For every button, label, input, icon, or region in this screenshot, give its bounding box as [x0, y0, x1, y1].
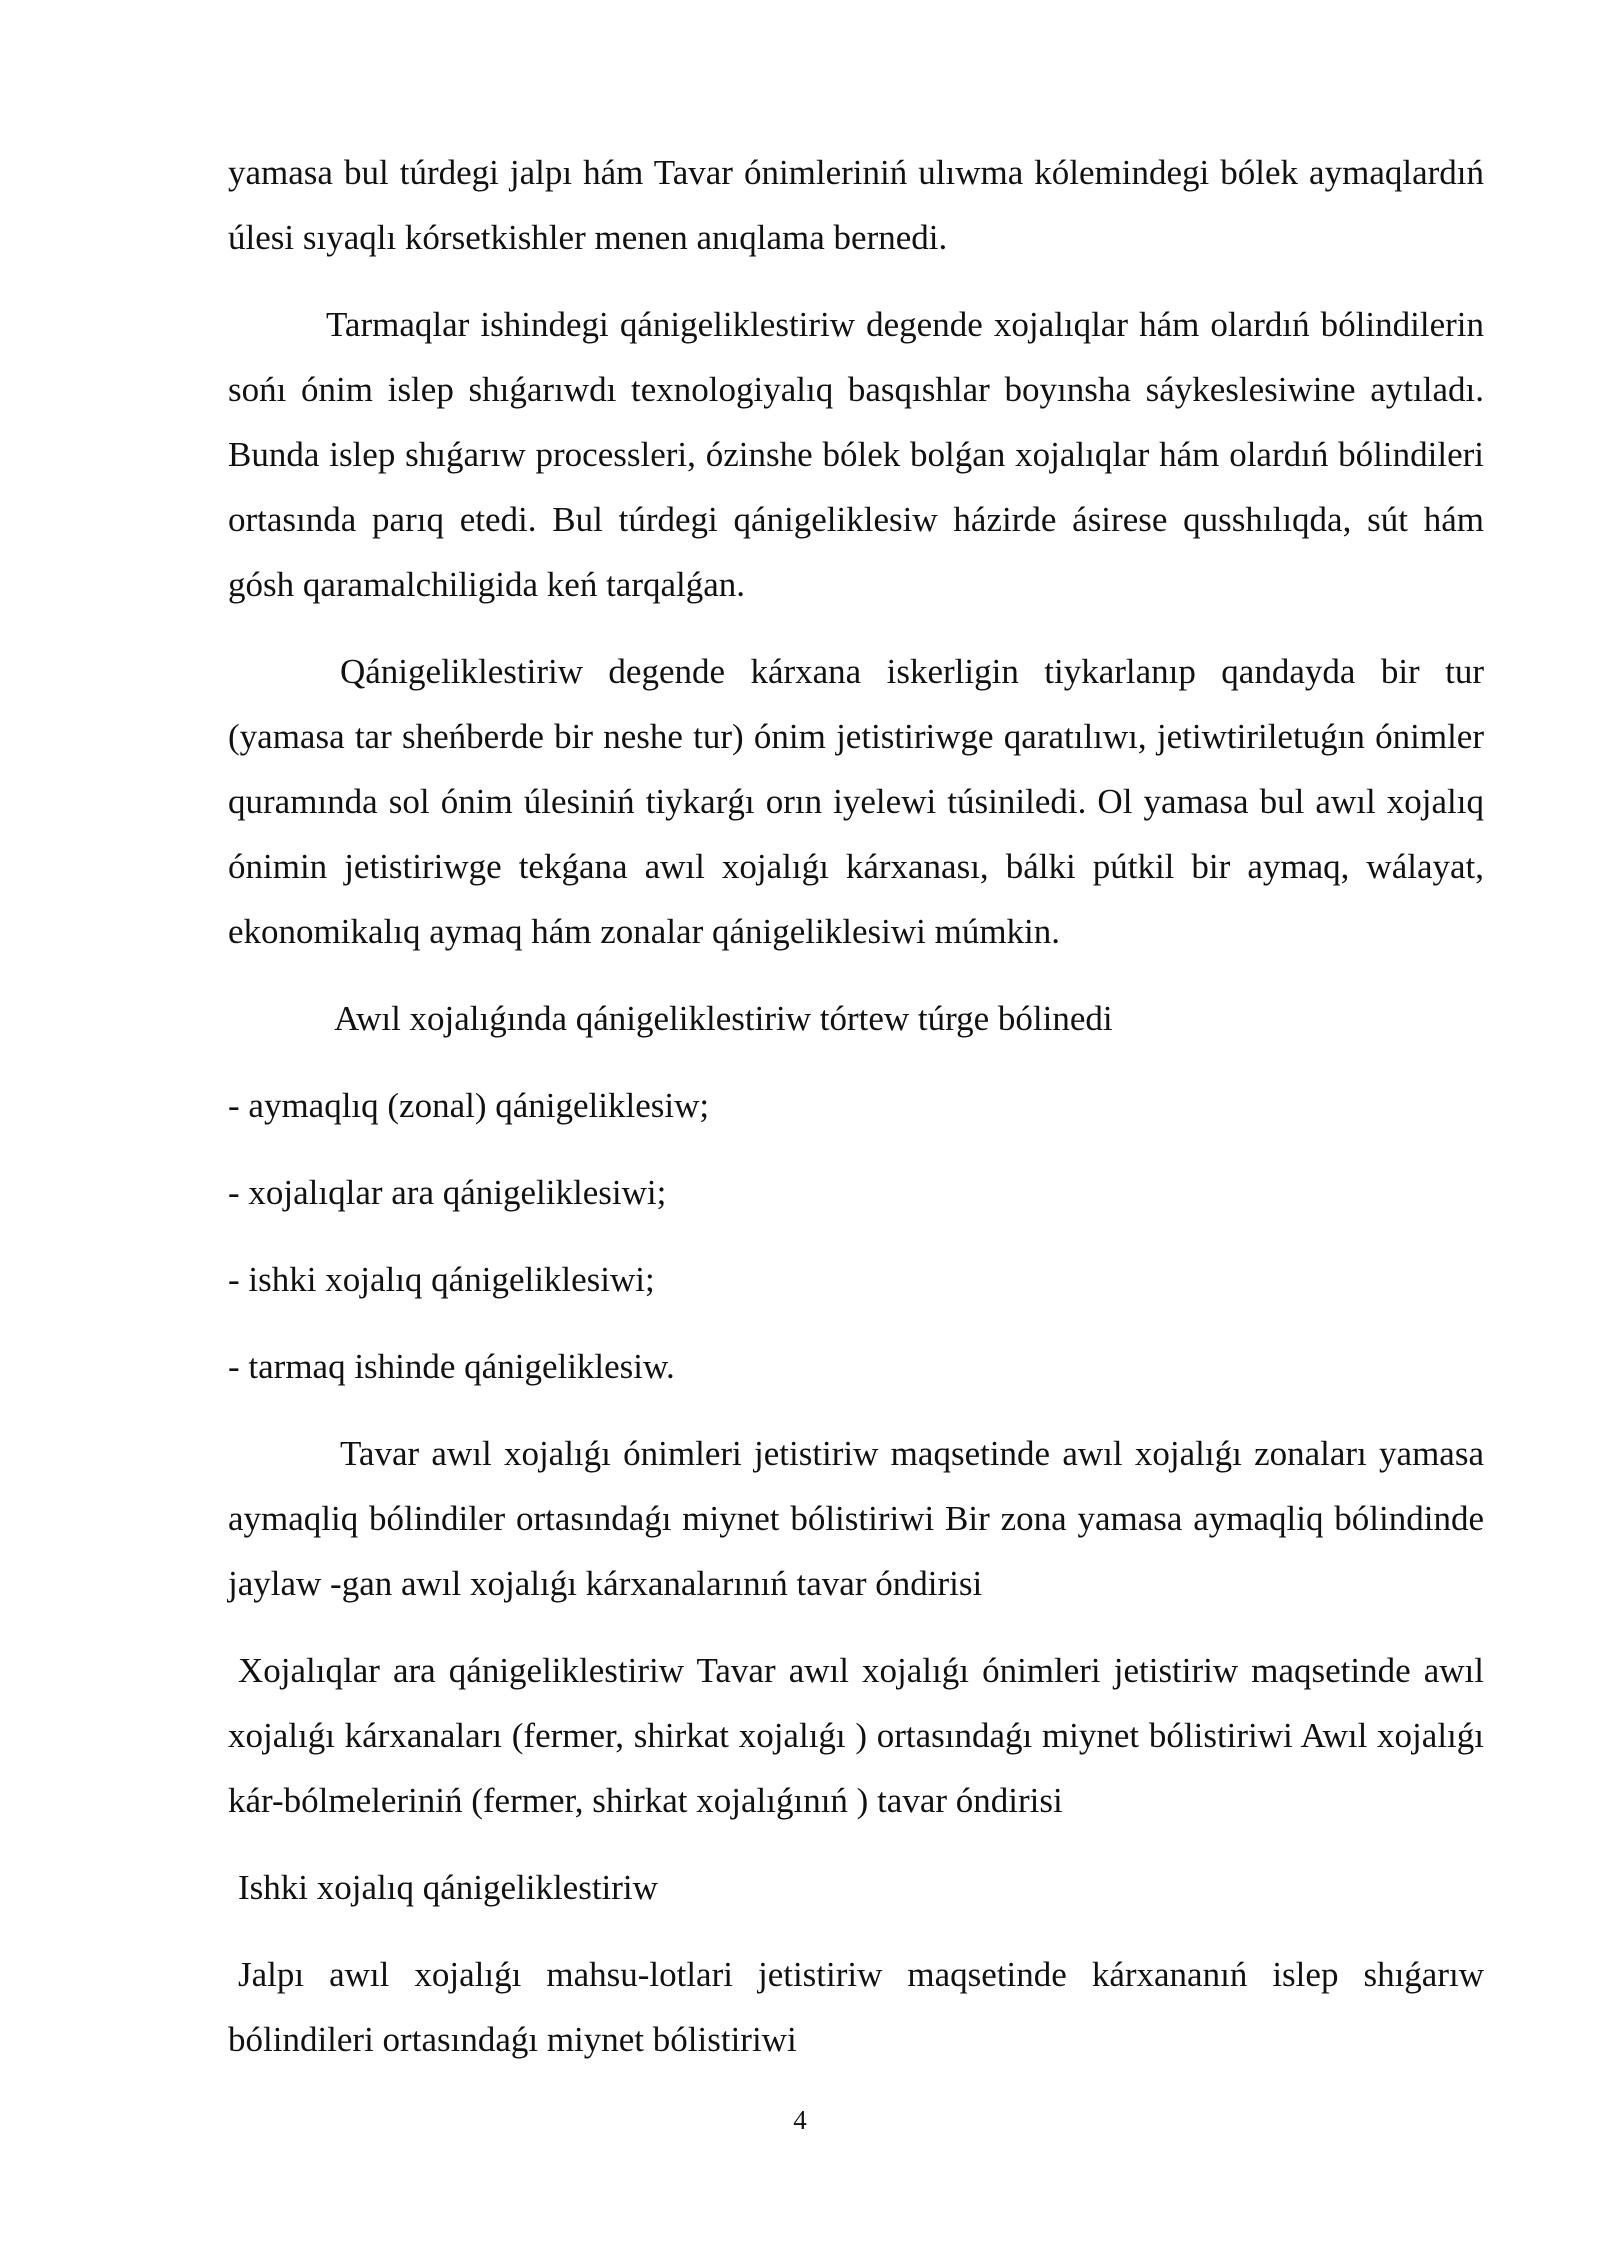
paragraph-list-intro: Awıl xojalıǵında qánigeliklestiriw tórtew túrge bólinedi [334, 999, 1113, 1038]
paragraph-intra-farm-description: Jalpı awıl xojalıǵı mahsu-lotlari jetistiriw maqsetinde kárxananıń islep shıǵarıw bólindileri ortasındaǵı miynet bólistiriwi [228, 1955, 1484, 2059]
paragraph-zonal-specialization: Tavar awıl xojalıǵı ónimleri jetistiriw maqsetinde awıl xojalıǵı zonaları yamasa aymaqliq bólindiler ortasındaǵı miynet bólistiriwi Bir zona yamasa aymaqliq bólindinde jaylaw -gan awıl xojalıǵı kárxanalarınıń tavar óndirisi [228, 1434, 1484, 1603]
list-item: - aymaqlıq (zonal) qánigeliklesiw; [228, 1086, 710, 1125]
list-item: - tarmaq ishinde qánigeliklesiw. [228, 1347, 675, 1386]
paragraph-inter-farm-specialization: Xojalıqlar ara qánigeliklestiriw Tavar awıl xojalıǵı ónimleri jetistiriw maqsetinde awıl xojalıǵı kárxanaları (fermer, shirkat xojalıǵı ) ortasındaǵı miynet bólistiriwi Awıl xojalıǵı kár-bólmeleriniń (fermer, shirkat xojalıǵınıń ) tavar óndirisi [228, 1651, 1484, 1820]
paragraph-specialization-definition: Qánigeliklestiriw degende kárxana iskerligin tiykarlanıp qandayda bir tur (yamasa tar sheńberde bir neshe tur) ónim jetistiriwge qaratılıwı, jetiwtiriletuǵın ónimler quramında sol ónim úlesiniń tiykarǵı orın iyelewi túsiniledi. Ol yamasa bul awıl xojalıq ónimin jetistiriwge tekǵana awıl xojalıǵı kárxanası, bálki pútkil bir aymaq, wálayat, ekonomikalıq aymaq hám zonalar qánigeliklesiwi múmkin. [228, 652, 1484, 951]
list-item: - xojalıqlar ara qánigeliklesiwi; [228, 1173, 667, 1212]
document-page [228, 140, 1484, 2094]
paragraph-intra-farm-heading: Ishki xojalıq qánigeliklestiriw [238, 1868, 658, 1907]
paragraph-continuation: yamasa bul túrdegi jalpı hám Tavar ónimleriniń ulıwma kólemindegi bólek aymaqlardıń úlesi sıyaqlı kórsetkishler menen anıqlama bernedi. [228, 153, 1484, 257]
page-number: 4 [793, 2105, 807, 2135]
list-item: - ishki xojalıq qánigeliklesiwi; [228, 1260, 655, 1299]
paragraph-tarmaq-specialization: Tarmaqlar ishindegi qánigeliklestiriw degende xojalıqlar hám olardıń bólindilerin sońı ónim islep shıǵarıwdı texnologiyalıq basqıshlar boyınsha sáykeslesiwine aytıladı. Bunda islep shıǵarıw processleri, ózinshe bólek bolǵan xojalıqlar hám olardıń bólindileri ortasında parıq etedi. Bul túrdegi qánigeliklesiw házirde ásirese qusshılıqda, sút hám gósh qaramalchiligida keń tarqalǵan. [228, 305, 1484, 604]
